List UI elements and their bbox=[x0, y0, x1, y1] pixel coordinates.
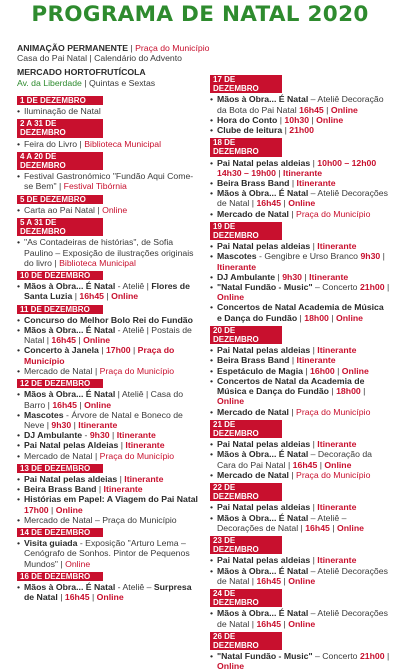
event-text: | bbox=[310, 345, 318, 356]
event-text: Flores de Santa Luzia bbox=[24, 281, 190, 302]
event-text: Online bbox=[83, 335, 111, 346]
event-text: 16h45 bbox=[256, 198, 282, 209]
event-item bbox=[210, 178, 390, 188]
event-text: | bbox=[360, 386, 366, 397]
event-text: 9h30 bbox=[360, 251, 381, 262]
event-item bbox=[17, 205, 202, 215]
day-header: 20 DE DEZEMBRO bbox=[210, 326, 282, 344]
event-item bbox=[210, 651, 390, 671]
event-text: Concerto à Janela bbox=[24, 345, 99, 356]
event-text: Mãos à Obra... É Natal bbox=[24, 581, 116, 592]
event-text: Mãos à Obra... É Natal bbox=[217, 565, 309, 576]
event-text: | bbox=[328, 312, 336, 323]
event-text: – Ateliê – Decorações de Natal | bbox=[217, 512, 347, 533]
event-text: Hora do Conto bbox=[217, 114, 278, 125]
event-text: – Decoração da Cara do Pai Natal | bbox=[217, 449, 372, 470]
event-text: | bbox=[89, 592, 97, 603]
event-text: | bbox=[95, 204, 103, 215]
event-text: Espetáculo de Magia bbox=[217, 365, 303, 376]
event-item bbox=[17, 430, 202, 440]
event-text: Online bbox=[288, 618, 316, 629]
day-header: 26 DE DEZEMBRO bbox=[210, 632, 282, 650]
event-text: Pai Natal pelas Aldeias bbox=[24, 440, 119, 451]
animacao-sub: Casa do Pai Natal | Calendário do Advento bbox=[17, 53, 183, 64]
event-text: Feira do Livro bbox=[24, 138, 78, 149]
right-column bbox=[210, 72, 390, 672]
event-text: Online bbox=[217, 661, 245, 672]
event-text: Online bbox=[341, 365, 369, 376]
event-text: Itinerante bbox=[317, 502, 357, 513]
event-text: Iluminação de Natal bbox=[24, 106, 101, 117]
left-sections bbox=[17, 96, 202, 603]
left-column bbox=[17, 43, 210, 603]
event-item bbox=[17, 440, 202, 450]
event-text: 16h45 bbox=[292, 459, 318, 470]
day-section bbox=[17, 195, 202, 215]
event-text: | bbox=[310, 157, 318, 168]
event-text: Online bbox=[324, 459, 352, 470]
event-text: Beira Brass Band bbox=[217, 178, 290, 189]
intro-block bbox=[17, 43, 210, 88]
event-item bbox=[210, 376, 390, 407]
event-text: Mãos à Obra... É Natal bbox=[217, 449, 309, 460]
event-text: Mãos à Obra... É Natal bbox=[217, 188, 309, 199]
day-section bbox=[210, 138, 390, 219]
day-section bbox=[17, 572, 202, 603]
event-text: | bbox=[309, 114, 317, 125]
event-text: | Ateliê | Casa do Barro | bbox=[24, 389, 184, 410]
event-text: | bbox=[289, 355, 297, 366]
event-text: | bbox=[302, 365, 311, 376]
event-text: - Exposição "Arturo Lema – Cenógrafo de Sonhos. Pintor de Pequenos Mundos" | bbox=[24, 538, 190, 569]
day-header: 18 DE DEZEMBRO bbox=[210, 138, 282, 156]
day-header: 12 DE DEZEMBRO bbox=[17, 379, 103, 388]
mercado-label: MERCADO HORTOFRUTÍCOLA bbox=[17, 67, 146, 78]
event-item bbox=[17, 281, 202, 301]
event-text: Mãos à Obra... É Natal bbox=[217, 608, 309, 619]
event-text: - Ateliê – bbox=[115, 581, 154, 592]
event-text: | bbox=[282, 125, 290, 136]
event-text: 17h00 bbox=[24, 504, 49, 515]
event-text: | bbox=[92, 365, 100, 376]
event-item bbox=[210, 125, 390, 135]
day-header: 22 DE DEZEMBRO bbox=[210, 483, 282, 501]
event-text: 18h00 bbox=[304, 312, 329, 323]
event-item bbox=[17, 474, 202, 484]
event-text: Itinerante bbox=[296, 355, 336, 366]
event-text: | bbox=[48, 504, 56, 515]
event-text: Praça do Município bbox=[296, 469, 371, 480]
event-text: Clube de leitura bbox=[217, 125, 283, 136]
event-text: | bbox=[384, 282, 390, 293]
day-section bbox=[17, 379, 202, 461]
event-text: | bbox=[275, 271, 283, 282]
event-text: Online bbox=[65, 558, 91, 569]
event-text: Praça do Município bbox=[99, 450, 175, 461]
event-text: Beira Brass Band bbox=[217, 355, 290, 366]
day-section bbox=[17, 528, 202, 569]
event-text: 10h00 – 12h00 14h30 – 19h00 bbox=[217, 157, 377, 178]
event-text: 16h45 bbox=[305, 522, 330, 533]
event-text: Itinerante bbox=[317, 345, 357, 356]
event-text: Online bbox=[330, 104, 358, 115]
event-text: Online bbox=[102, 204, 128, 215]
event-text: Itinerante bbox=[317, 241, 357, 252]
event-text: | bbox=[288, 469, 297, 480]
event-text: | bbox=[76, 399, 85, 410]
day-section bbox=[17, 96, 202, 116]
event-text: 16h45 bbox=[52, 399, 77, 410]
event-text: "As Contadeiras de histórias", de Sofia Paulino bbox=[24, 237, 174, 258]
mercado-place: Av. da Liberdade bbox=[17, 77, 82, 88]
event-text: | bbox=[71, 419, 79, 430]
event-text: - Árvore de Natal e Boneco de Neve | bbox=[24, 409, 183, 430]
event-text: Itinerante bbox=[124, 473, 164, 484]
event-text: 16h45 bbox=[51, 335, 77, 346]
day-section bbox=[17, 305, 202, 376]
day-header: 23 DE DEZEMBRO bbox=[210, 536, 282, 554]
event-text: Mercado de Natal bbox=[24, 450, 93, 461]
event-text: - Ateliê | Postais de Natal | bbox=[24, 325, 192, 346]
event-text: 16h45 bbox=[256, 575, 282, 586]
day-header: 5 A 31 DE DEZEMBRO bbox=[17, 218, 103, 236]
event-item bbox=[210, 366, 390, 376]
event-text: Praça do Município bbox=[296, 208, 371, 219]
event-text: Visita guiada bbox=[24, 538, 78, 549]
event-text: Online bbox=[96, 592, 124, 603]
event-text: Concurso do Melhor Bolo Rei do Fundão bbox=[24, 314, 193, 325]
day-header: 24 DE DEZEMBRO bbox=[210, 589, 282, 607]
event-text: - Gengibre e Urso Branco bbox=[256, 251, 361, 262]
event-text: "Natal Fundão - Music" bbox=[217, 282, 313, 293]
event-text: | bbox=[117, 473, 125, 484]
event-text: – Ateliê Decoração da Bota do Pai Natal bbox=[217, 94, 384, 115]
day-header: 21 DE DEZEMBRO bbox=[210, 420, 282, 438]
event-text: 21h00 bbox=[359, 282, 385, 293]
event-text: Concertos de Natal da Academia de Música e Dança do Fundão bbox=[217, 375, 365, 397]
event-text: | bbox=[281, 575, 289, 586]
day-header: 11 DE DEZEMBRO bbox=[17, 305, 103, 314]
event-text: Mãos à Obra... É Natal bbox=[24, 281, 116, 292]
event-text: Festival Gastronómico "Fundão Aqui Come-se Bem" bbox=[24, 171, 194, 192]
event-text: Mercado de Natal bbox=[24, 365, 93, 376]
day-section bbox=[210, 483, 390, 533]
event-text: - bbox=[82, 430, 90, 441]
event-text: | bbox=[76, 335, 84, 346]
event-text: Pai Natal pelas aldeias bbox=[217, 439, 311, 450]
event-item bbox=[210, 251, 390, 271]
event-item bbox=[17, 171, 202, 191]
day-section bbox=[17, 218, 202, 268]
event-item bbox=[210, 272, 390, 282]
event-text: | bbox=[310, 439, 318, 450]
event-text: | bbox=[72, 291, 80, 302]
event-text: | bbox=[297, 312, 305, 323]
event-text: | bbox=[310, 241, 318, 252]
day-section bbox=[17, 152, 202, 192]
event-text: DJ Ambulante bbox=[24, 430, 83, 441]
event-item bbox=[210, 241, 390, 251]
event-item bbox=[210, 439, 390, 449]
event-text: | bbox=[317, 459, 325, 470]
event-text: Pai Natal pelas aldeias bbox=[217, 241, 311, 252]
event-text: Pai Natal pelas aldeias bbox=[217, 345, 311, 356]
day-header: 4 A 20 DE DEZEMBRO bbox=[17, 152, 103, 170]
event-text: | bbox=[130, 345, 138, 356]
event-text: – Concerto bbox=[312, 282, 360, 293]
event-text: 21h00 bbox=[289, 125, 314, 136]
event-text: Carta ao Pai Natal bbox=[24, 204, 95, 215]
day-section bbox=[210, 536, 390, 586]
event-text: Pai Natal pelas aldeias bbox=[217, 502, 311, 513]
event-text: Online bbox=[55, 504, 83, 515]
animacao-label: ANIMAÇÃO PERMANENTE bbox=[17, 43, 129, 53]
mercado-sub: | Quintas e Sextas bbox=[81, 77, 156, 88]
event-text: Festival Tibórnia bbox=[63, 181, 127, 192]
event-text: | bbox=[310, 555, 318, 566]
event-item bbox=[17, 484, 202, 494]
event-text: Mascotes bbox=[24, 409, 64, 420]
event-item bbox=[210, 566, 390, 586]
day-header: 1 DE DEZEMBRO bbox=[17, 96, 103, 105]
day-section bbox=[210, 222, 390, 323]
event-item bbox=[210, 608, 390, 628]
event-text: 16h45 bbox=[296, 104, 324, 115]
event-text: 16h45 bbox=[79, 291, 105, 302]
event-item bbox=[17, 237, 202, 268]
event-text: | bbox=[384, 651, 390, 662]
event-text: | bbox=[109, 430, 117, 441]
event-item bbox=[210, 209, 390, 219]
event-text: Itinerante bbox=[103, 484, 143, 495]
event-item bbox=[17, 515, 202, 525]
event-item bbox=[210, 470, 390, 480]
event-text: Online bbox=[316, 114, 344, 125]
event-text: Pai Natal pelas aldeias bbox=[24, 473, 118, 484]
event-text: | bbox=[57, 592, 65, 603]
event-text: Mãos à Obra... É Natal bbox=[24, 325, 116, 336]
event-text: Mãos à Obra... É Natal bbox=[217, 512, 309, 523]
event-text: | bbox=[77, 138, 85, 149]
event-text: Itinerante bbox=[125, 440, 165, 451]
event-item bbox=[210, 188, 390, 208]
event-item bbox=[210, 449, 390, 469]
event-text: Surpresa de Natal bbox=[24, 581, 192, 603]
day-section bbox=[17, 464, 202, 525]
right-sections bbox=[210, 75, 390, 672]
event-text: 18h00 bbox=[336, 386, 361, 397]
event-text: Biblioteca Municipal bbox=[59, 257, 136, 268]
event-text: | bbox=[104, 291, 112, 302]
event-text: - Ateliê | bbox=[115, 281, 152, 292]
event-item bbox=[17, 494, 202, 514]
event-text: – Ateliê Decorações de Natal | bbox=[217, 188, 388, 209]
event-text: Biblioteca Municipal bbox=[84, 138, 161, 149]
event-text: 16h45 bbox=[256, 618, 282, 629]
event-text: | bbox=[281, 618, 289, 629]
event-text: Praça do Município bbox=[99, 365, 175, 376]
event-text: Mãos à Obra... É Natal bbox=[217, 94, 309, 105]
event-text: Itinerante bbox=[116, 430, 156, 441]
day-header: 5 DE DEZEMBRO bbox=[17, 195, 103, 204]
event-text: | bbox=[118, 440, 126, 451]
event-text: 10h30 bbox=[284, 114, 310, 125]
event-text: Histórias em Papel: A Viagem do Pai Natal bbox=[24, 494, 198, 505]
event-item bbox=[17, 345, 202, 365]
event-text: | bbox=[98, 345, 106, 356]
event-text: 16h00 bbox=[310, 365, 335, 376]
event-item bbox=[210, 115, 390, 125]
day-header: 2 A 31 DE DEZEMBRO bbox=[17, 119, 103, 137]
event-text: Itinerante bbox=[317, 439, 357, 450]
animacao-line bbox=[17, 43, 210, 53]
event-item bbox=[17, 389, 202, 409]
mercado-line bbox=[17, 78, 202, 88]
event-text: Online bbox=[111, 291, 139, 302]
event-item bbox=[210, 282, 390, 302]
event-item bbox=[210, 502, 390, 512]
event-item bbox=[210, 513, 390, 533]
event-text: Itinerante bbox=[296, 178, 336, 189]
event-text: | bbox=[288, 208, 297, 219]
event-item bbox=[17, 582, 202, 602]
event-text: "Natal Fundão - Music" bbox=[217, 651, 313, 662]
day-section bbox=[210, 326, 390, 417]
event-text: Pai Natal pelas aldeias bbox=[217, 555, 311, 566]
event-text: – Praça do Município bbox=[92, 514, 177, 525]
event-text: | bbox=[288, 406, 297, 417]
event-text: | bbox=[310, 502, 318, 513]
event-text: | bbox=[56, 181, 64, 192]
event-text: Mascotes bbox=[217, 251, 257, 262]
animacao-sep: | bbox=[128, 43, 136, 53]
event-text: Praça do Município bbox=[296, 406, 371, 417]
event-text: 9h30 bbox=[282, 271, 302, 282]
event-text: – Ateliê Decorações de Natal | bbox=[217, 565, 388, 586]
event-item bbox=[17, 451, 202, 461]
event-text: – Ateliê Decorações de Natal | bbox=[217, 608, 388, 629]
event-text: Mercado de Natal bbox=[217, 208, 289, 219]
event-text: Online bbox=[288, 198, 316, 209]
event-text: Mãos à Obra... É Natal bbox=[24, 389, 116, 400]
event-text: Beira Brass Band bbox=[24, 484, 97, 495]
event-text: Concertos de Natal Academia de Música e Dança do Fundão bbox=[217, 302, 384, 323]
animacao-place: Praça do Município bbox=[135, 43, 210, 53]
event-text: Mercado de Natal bbox=[217, 469, 289, 480]
event-text: – Concerto bbox=[312, 651, 360, 662]
event-text: | bbox=[329, 522, 337, 533]
event-text: 16h45 bbox=[64, 592, 90, 603]
event-text: Online bbox=[336, 522, 364, 533]
event-text: Itinerante bbox=[283, 167, 323, 178]
event-text: DJ Ambulante bbox=[217, 271, 276, 282]
event-text: Mercado de Natal bbox=[24, 514, 93, 525]
day-header: 19 DE DEZEMBRO bbox=[210, 222, 282, 240]
event-item bbox=[210, 345, 390, 355]
event-text: | bbox=[275, 167, 284, 178]
day-section bbox=[210, 589, 390, 629]
day-header: 10 DE DEZEMBRO bbox=[17, 271, 103, 280]
day-header: 14 DE DEZEMBRO bbox=[17, 528, 103, 537]
event-text: Praça do Município bbox=[24, 345, 175, 366]
event-text: | bbox=[334, 365, 342, 376]
event-text: | bbox=[92, 450, 100, 461]
event-text: 17h00 bbox=[105, 345, 131, 356]
event-text: Pai Natal pelas aldeias bbox=[217, 157, 311, 168]
event-text: | bbox=[289, 178, 297, 189]
event-item bbox=[17, 315, 202, 325]
event-text: Online bbox=[84, 399, 112, 410]
event-text: Online bbox=[288, 575, 316, 586]
event-text: 21h00 bbox=[359, 651, 385, 662]
event-text: Itinerante bbox=[309, 271, 349, 282]
event-item bbox=[210, 555, 390, 565]
event-text: | bbox=[281, 198, 289, 209]
event-text: Mercado de Natal bbox=[217, 406, 289, 417]
day-section bbox=[17, 119, 202, 149]
event-item bbox=[17, 325, 202, 345]
event-text: Online bbox=[217, 292, 245, 303]
event-item bbox=[17, 106, 202, 116]
day-header: 16 DE DEZEMBRO bbox=[17, 572, 103, 581]
day-section bbox=[210, 420, 390, 480]
event-text: Online bbox=[335, 312, 363, 323]
event-item bbox=[17, 538, 202, 569]
day-section bbox=[210, 632, 390, 672]
event-item bbox=[210, 158, 390, 178]
day-section bbox=[17, 271, 202, 302]
event-text: Online bbox=[217, 396, 245, 407]
event-item bbox=[210, 94, 390, 114]
event-item bbox=[210, 355, 390, 365]
event-text: | bbox=[380, 251, 385, 262]
event-text: – Exposição de ilustrações originais do livro | bbox=[24, 247, 194, 268]
event-text: | bbox=[329, 386, 337, 397]
event-item bbox=[17, 410, 202, 430]
event-text: | bbox=[96, 484, 104, 495]
event-text: | bbox=[277, 114, 285, 125]
day-header: 17 DE DEZEMBRO bbox=[210, 75, 282, 93]
event-text: | bbox=[302, 271, 310, 282]
day-section bbox=[210, 75, 390, 135]
event-text: 9h30 bbox=[89, 430, 110, 441]
event-text: Itinerante bbox=[317, 555, 357, 566]
event-item bbox=[17, 366, 202, 376]
event-text: Itinerante bbox=[217, 261, 257, 272]
page-title: PROGRAMA DE NATAL 2020 bbox=[31, 2, 369, 27]
event-item bbox=[210, 407, 390, 417]
event-item bbox=[17, 139, 202, 149]
event-item bbox=[210, 302, 390, 322]
event-text: Itinerante bbox=[78, 419, 118, 430]
day-header: 13 DE DEZEMBRO bbox=[17, 464, 103, 473]
event-text: 9h30 bbox=[51, 419, 72, 430]
event-text: | bbox=[323, 104, 331, 115]
